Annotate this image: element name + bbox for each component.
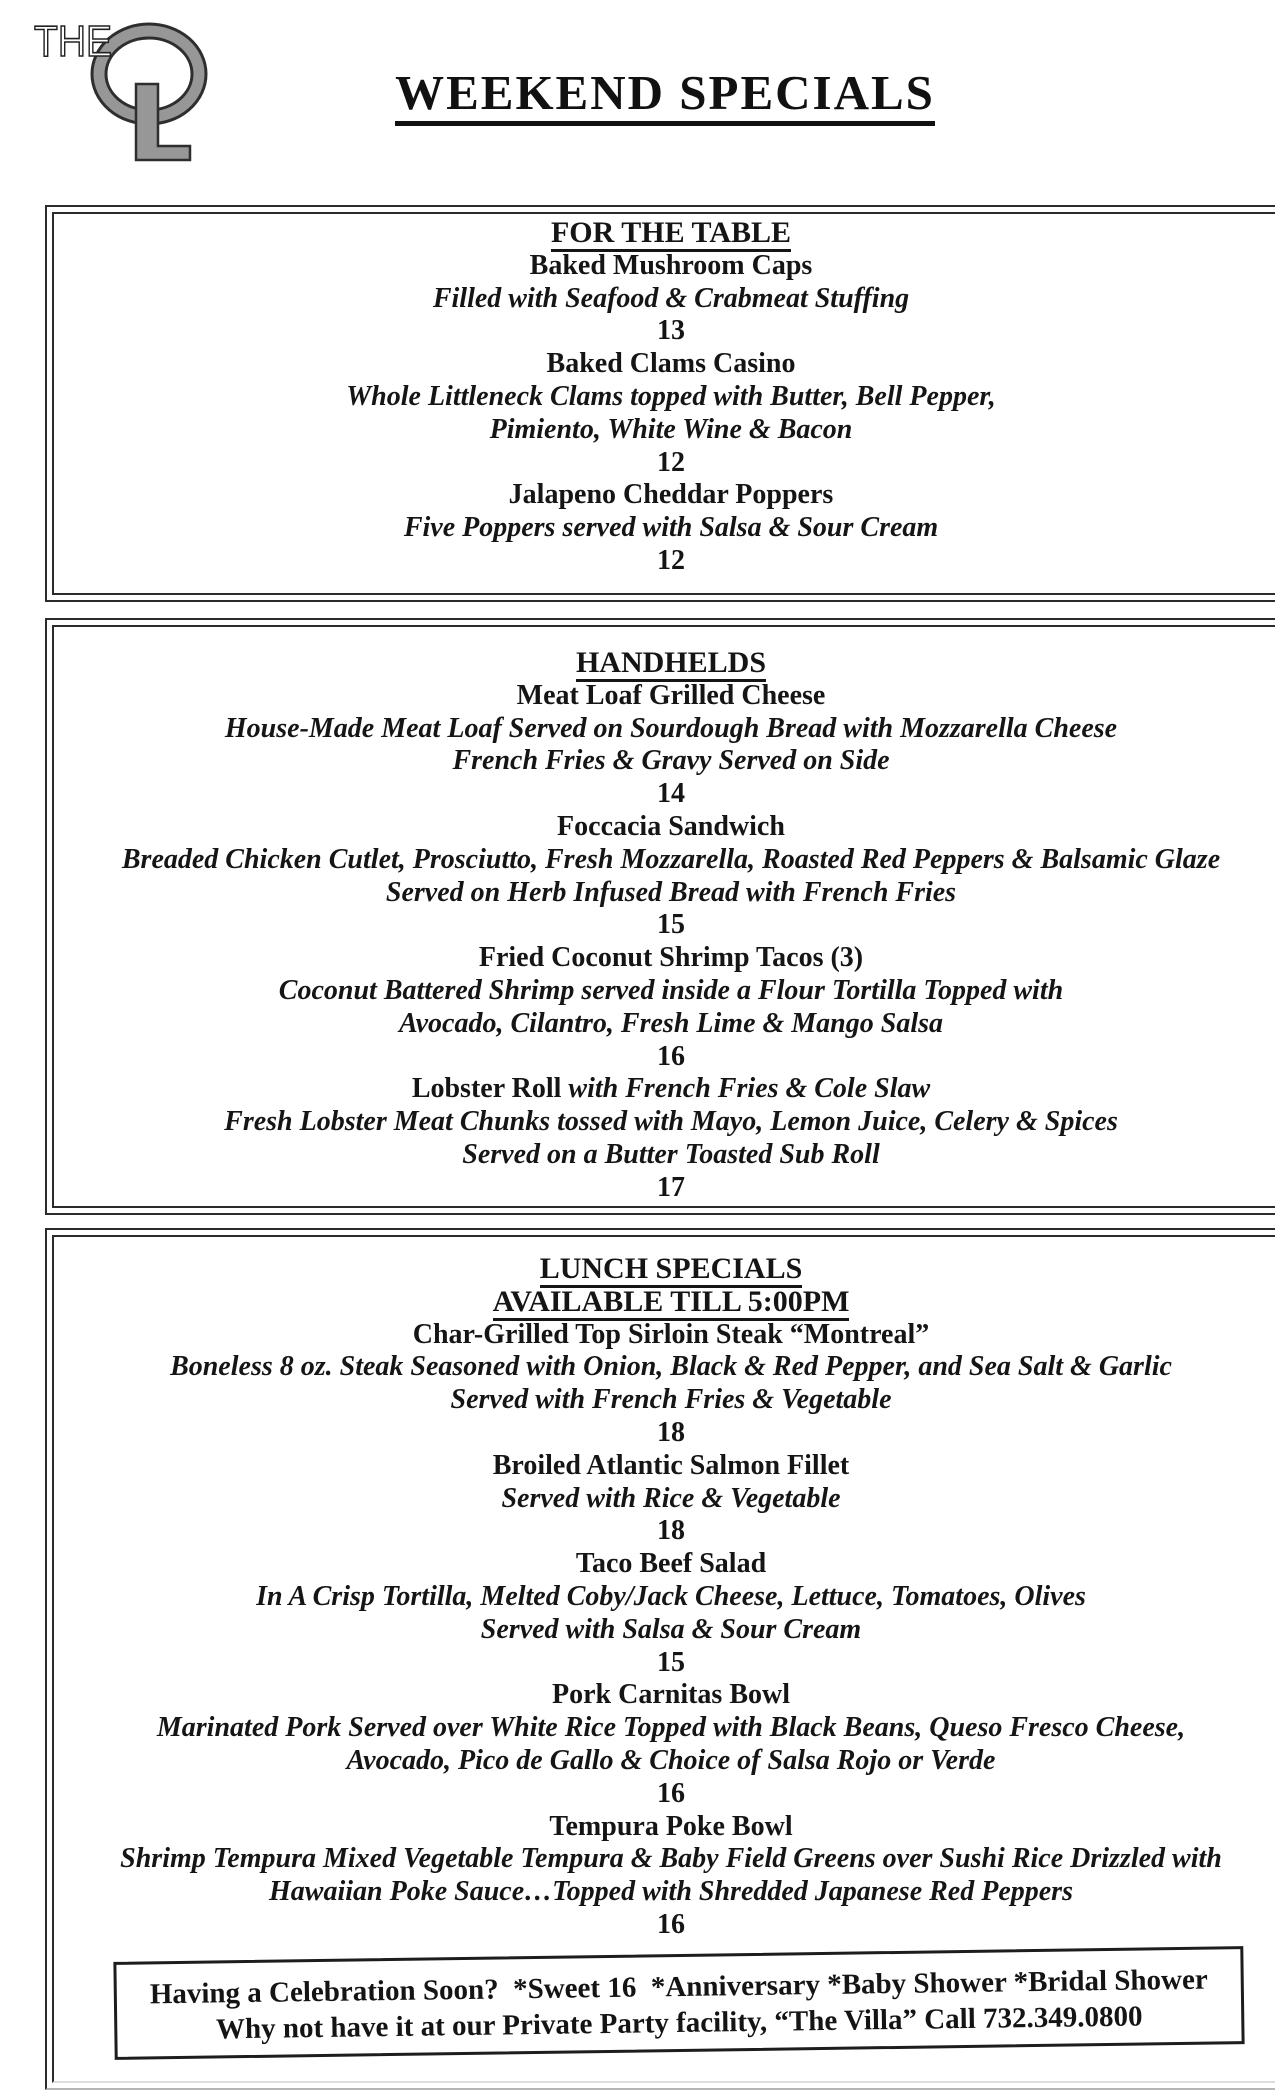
section-heading: HANDHELDS [54,647,1275,680]
item-desc: Shrimp Tempura Mixed Vegetable Tempura & Baby Field Greens over Sushi Rice Drizzled with [120,1843,1222,1875]
page-title-text: WEEKEND SPECIALS [395,65,935,126]
item-desc: Five Poppers served with Salsa & Sour Cream [403,512,939,544]
item-price: 14 [657,778,685,810]
item-name: Meat Loaf Grilled Cheese [516,679,826,711]
item-price: 15 [657,1646,685,1678]
item-name: Jalapeno Cheddar Poppers [508,479,834,511]
item-price: 12 [657,544,685,576]
item-desc: Pimiento, White Wine & Bacon [489,413,853,445]
item-desc: Served on a Butter Toasted Sub Roll [462,1138,880,1170]
item-price: 18 [657,1515,685,1547]
item-name: Taco Beef Salad [575,1548,767,1580]
item-desc: In A Crisp Tortilla, Melted Coby/Jack Cheese, Lettuce, Tomatoes, Olives [256,1580,1086,1612]
item-desc: Served with French Fries & Vegetable [450,1384,892,1416]
item-desc: Marinated Pork Served over White Rice Topped with Black Beans, Queso Fresco Cheese, [156,1712,1186,1744]
item-desc: Coconut Battered Shrimp served inside a Flour Tortilla Topped with [278,974,1064,1006]
celebration-banner [113,1946,1244,2060]
section-handhelds [45,618,1275,1215]
item-name: Baked Clams Casino [546,348,796,380]
item-price: 13 [657,315,685,347]
section-handhelds-inner [52,625,1275,1208]
page-title [55,64,1275,121]
section-heading: LUNCH SPECIALS [54,1253,1275,1286]
item-desc: Hawaiian Poke Sauce…Topped with Shredded Japanese Red Peppers [269,1876,1073,1908]
item-name: Pork Carnitas Bowl [552,1679,790,1711]
item-name-suffix: with French Fries & Cole Slaw [568,1073,931,1105]
item-desc: Filled with Seafood & Crabmeat Stuffing [432,282,910,314]
item-name: Foccacia Sandwich [557,810,785,842]
section-heading: FOR THE TABLE [54,217,1275,250]
item-name: Tempura Poke Bowl [549,1810,793,1842]
item-price: 16 [657,1908,685,1940]
item-desc: Breaded Chicken Cutlet, Prosciutto, Fresh Mozzarella, Roasted Red Peppers & Balsamic Glaze [121,843,1221,875]
item-desc: French Fries & Gravy Served on Side [452,745,890,777]
item-name: Fried Coconut Shrimp Tacos (3) [478,942,864,974]
item-name: Char-Grilled Top Sirloin Steak “Montreal” [412,1318,930,1350]
logo-word-the: THE [34,17,112,66]
item-name-main: Lobster Roll [411,1073,562,1105]
item-desc: Served on Herb Infused Bread with French Fries [385,876,957,908]
item-desc: Fresh Lobster Meat Chunks tossed with Mayo, Lemon Juice, Celery & Spices [224,1106,1118,1138]
celebration-line-2: Why not have it at our Private Party facility, “The Villa” Call 732.349.0800 [215,2000,1143,2046]
item-desc: House-Made Meat Loaf Served on Sourdough Bread with Mozzarella Cheese [224,712,1118,744]
section-subheading: AVAILABLE TILL 5:00PM [54,1286,1275,1319]
item-name: Baked Mushroom Caps [529,249,813,281]
item-desc: Served with Salsa & Sour Cream [480,1613,862,1645]
item-price: 16 [657,1040,685,1072]
section-for-the-table-inner [52,212,1275,595]
item-name: Broiled Atlantic Salmon Fillet [492,1449,850,1481]
item-desc: Whole Littleneck Clams topped with Butter, Bell Pepper, [346,380,996,412]
item-desc: Avocado, Cilantro, Fresh Lime & Mango Salsa [399,1007,943,1039]
item-desc: Served with Rice & Vegetable [501,1482,841,1514]
section-for-the-table [45,205,1275,602]
section-lunch-specials-inner [52,1235,1275,2083]
item-desc: Avocado, Pico de Gallo & Choice of Salsa Rojo or Verde [346,1744,996,1776]
item-desc: Boneless 8 oz. Steak Seasoned with Onion, Black & Red Pepper, and Sea Salt & Garlic [170,1351,1172,1383]
item-price: 16 [657,1777,685,1809]
item-price: 17 [657,1171,685,1203]
item-price: 18 [657,1416,685,1448]
celebration-line-1: Having a Celebration Soon? *Sweet 16 *Anniversary *Baby Shower *Bridal Shower [149,1963,1208,2011]
item-price: 12 [657,446,685,478]
item-price: 15 [657,909,685,941]
section-lunch-specials [45,1228,1275,2090]
item-name [54,1073,1275,1106]
